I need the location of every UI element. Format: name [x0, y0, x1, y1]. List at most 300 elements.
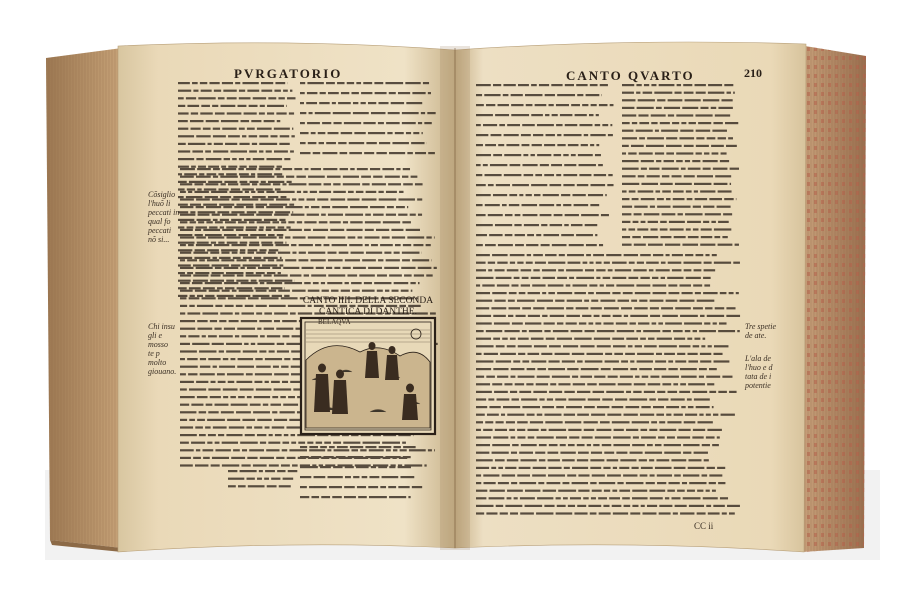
right-commentary-line — [673, 512, 678, 514]
right-commentary-line — [661, 307, 673, 309]
left-commentary-line — [283, 168, 293, 170]
left-commentary-line — [238, 105, 247, 107]
right-commentary-line — [572, 467, 588, 469]
right-verse-line — [502, 204, 507, 206]
left-commentary-line — [409, 449, 426, 451]
left-commentary-line — [180, 457, 191, 459]
left-commentary-line — [189, 181, 206, 183]
right-commentary-line — [648, 244, 663, 246]
right-commentary-line — [666, 198, 670, 200]
right-verse-line — [563, 204, 571, 206]
right-verse-line — [476, 184, 486, 186]
left-commentary-line — [311, 274, 326, 276]
left-commentary-line — [180, 320, 195, 322]
right-verse-line — [599, 244, 603, 246]
left-commentary-line — [289, 204, 294, 206]
right-commentary-line — [476, 474, 481, 476]
left-commentary-line — [278, 226, 285, 228]
right-commentary-line — [603, 505, 609, 507]
left-commentary-line — [284, 295, 289, 297]
left-commentary-line — [248, 249, 258, 251]
left-commentary-line — [178, 143, 186, 145]
left-commentary-line — [184, 173, 197, 175]
left-commentary-line — [334, 449, 350, 451]
right-commentary-line — [683, 474, 699, 476]
right-verse-line — [584, 134, 588, 136]
right-commentary-line — [528, 436, 535, 438]
right-commentary-line — [476, 254, 490, 256]
right-commentary-line — [547, 307, 564, 309]
left-commentary-line — [196, 198, 210, 200]
left-commentary-line — [193, 252, 208, 254]
right-verse-line — [509, 194, 517, 196]
left-commentary-line — [259, 470, 263, 472]
left-verse-line — [368, 102, 376, 104]
right-commentary-line — [486, 330, 502, 332]
right-commentary-line — [666, 406, 679, 408]
left-commentary-line — [237, 366, 254, 368]
right-commentary-line — [658, 398, 668, 400]
right-commentary-line — [630, 452, 643, 454]
left-verse-line — [398, 486, 409, 488]
right-commentary-line — [514, 277, 520, 279]
right-commentary-line — [486, 376, 495, 378]
right-commentary-line — [640, 474, 648, 476]
left-commentary-line — [384, 267, 399, 269]
right-commentary-line — [476, 383, 490, 385]
right-commentary-line — [519, 391, 531, 393]
right-commentary-line — [579, 322, 586, 324]
right-verse-line — [510, 164, 521, 166]
left-commentary-line — [270, 404, 281, 406]
left-commentary-line — [240, 176, 255, 178]
right-commentary-line — [622, 107, 634, 109]
right-commentary-line — [569, 277, 574, 279]
left-commentary-line — [307, 442, 313, 444]
right-commentary-line — [646, 145, 664, 147]
right-commentary-line — [700, 190, 715, 192]
left-commentary-line — [229, 320, 239, 322]
right-commentary-line — [705, 213, 721, 215]
left-commentary-line — [248, 297, 259, 299]
right-commentary-line — [548, 284, 564, 286]
left-commentary-line — [278, 252, 290, 254]
right-commentary-line — [686, 190, 692, 192]
left-commentary-line — [362, 259, 376, 261]
left-commentary-line — [269, 249, 278, 251]
right-commentary-line — [476, 338, 491, 340]
right-commentary-line — [655, 190, 660, 192]
right-commentary-line — [632, 505, 638, 507]
left-commentary-line — [396, 206, 405, 208]
left-verse-line — [351, 92, 358, 94]
right-verse-line — [557, 144, 565, 146]
right-commentary-line — [713, 353, 722, 355]
left-commentary-line — [249, 244, 260, 246]
left-commentary-line — [303, 191, 307, 193]
right-commentary-line — [702, 474, 708, 476]
right-commentary-line — [646, 482, 655, 484]
right-commentary-line — [511, 482, 517, 484]
right-commentary-line — [634, 244, 646, 246]
right-commentary-line — [507, 414, 524, 416]
left-commentary-line — [378, 259, 383, 261]
left-commentary-line — [232, 158, 237, 160]
left-verse-line — [385, 456, 400, 458]
right-verse-line — [476, 174, 482, 176]
left-commentary-line — [192, 343, 209, 345]
left-commentary-line — [274, 274, 288, 276]
right-verse-line — [569, 244, 584, 246]
left-verse-line — [300, 112, 306, 114]
left-commentary-line — [266, 158, 282, 160]
left-verse-line — [424, 122, 431, 124]
left-commentary-line — [392, 290, 399, 292]
left-commentary-line — [236, 229, 243, 231]
right-commentary-line — [503, 406, 520, 408]
left-commentary-line — [209, 226, 217, 228]
left-commentary-line — [415, 183, 423, 185]
right-commentary-line — [535, 262, 546, 264]
left-commentary-line — [324, 183, 331, 185]
right-commentary-line — [502, 474, 515, 476]
right-commentary-line — [591, 452, 602, 454]
right-commentary-line — [657, 391, 665, 393]
right-commentary-line — [591, 307, 602, 309]
left-commentary-line — [205, 196, 218, 198]
left-commentary-line — [246, 373, 253, 375]
left-commentary-line — [256, 290, 267, 292]
right-commentary-line — [603, 277, 611, 279]
left-commentary-line — [249, 150, 257, 152]
right-verse-line — [496, 184, 510, 186]
left-commentary-line — [275, 82, 285, 84]
right-commentary-line — [650, 307, 659, 309]
right-verse-line — [581, 214, 599, 216]
right-commentary-line — [505, 505, 522, 507]
right-commentary-line — [693, 429, 705, 431]
left-commentary-line — [246, 426, 252, 428]
right-commentary-line — [492, 292, 506, 294]
left-commentary-line — [291, 135, 294, 137]
left-commentary-line — [351, 282, 362, 284]
left-commentary-line — [284, 158, 290, 160]
right-verse-line — [515, 214, 521, 216]
right-commentary-line — [548, 474, 565, 476]
left-commentary-line — [374, 282, 391, 284]
left-commentary-line — [256, 252, 266, 254]
right-commentary-line — [606, 284, 614, 286]
left-commentary-line — [403, 168, 410, 170]
left-commentary-line — [309, 449, 325, 451]
left-commentary-line — [251, 120, 261, 122]
right-commentary-line — [545, 421, 562, 423]
left-verse-line — [319, 142, 324, 144]
right-commentary-line — [704, 284, 710, 286]
left-commentary-line — [243, 350, 257, 352]
left-commentary-line — [259, 135, 268, 137]
right-verse-line — [527, 234, 534, 236]
right-commentary-line — [541, 353, 552, 355]
right-commentary-line — [642, 376, 649, 378]
right-verse-line — [476, 204, 483, 206]
left-running-head: PVRGATORIO — [234, 66, 343, 81]
right-commentary-line — [678, 429, 690, 431]
left-commentary-line — [255, 373, 272, 375]
left-commentary-line — [215, 305, 222, 307]
right-verse-line — [476, 194, 491, 196]
left-commentary-line — [202, 312, 218, 314]
right-commentary-line — [525, 322, 541, 324]
left-commentary-line — [180, 244, 186, 246]
right-verse-line — [476, 94, 482, 96]
right-commentary-line — [653, 284, 667, 286]
left-commentary-line — [236, 204, 253, 206]
left-verse-line — [354, 132, 365, 134]
left-commentary-line — [199, 173, 204, 175]
left-commentary-line — [180, 221, 187, 223]
right-commentary-line — [502, 338, 508, 340]
left-verse-line — [341, 132, 352, 134]
right-commentary-line — [651, 421, 657, 423]
left-commentary-line — [193, 280, 208, 282]
right-commentary-line — [659, 512, 671, 514]
left-verse-line — [380, 486, 386, 488]
right-commentary-line — [537, 376, 550, 378]
right-commentary-line — [507, 497, 512, 499]
left-commentary-line — [180, 206, 193, 208]
right-verse-line — [541, 244, 550, 246]
left-commentary-line — [283, 404, 298, 406]
right-commentary-line — [518, 353, 525, 355]
right-commentary-line — [637, 228, 648, 230]
right-commentary-line — [604, 262, 610, 264]
left-verse-line — [300, 142, 306, 144]
right-commentary-line — [612, 421, 630, 423]
left-commentary-line — [402, 252, 420, 254]
right-commentary-line — [661, 277, 665, 279]
left-commentary-line — [286, 226, 290, 228]
right-commentary-line — [638, 322, 649, 324]
right-commentary-line — [680, 512, 694, 514]
left-commentary-line — [407, 206, 408, 208]
right-commentary-line — [517, 262, 523, 264]
right-verse-line — [515, 244, 524, 246]
right-verse-line — [491, 134, 502, 136]
left-commentary-line — [178, 120, 188, 122]
right-commentary-line — [476, 315, 491, 317]
right-commentary-line — [636, 92, 640, 94]
left-commentary-line — [345, 282, 349, 284]
left-commentary-line — [178, 105, 185, 107]
left-commentary-line — [346, 229, 362, 231]
left-verse-line — [309, 112, 313, 114]
right-commentary-line — [648, 221, 658, 223]
left-commentary-line — [197, 242, 209, 244]
left-verse-line — [307, 82, 323, 84]
right-commentary-line — [510, 254, 525, 256]
right-commentary-line — [703, 338, 706, 340]
left-verse-line — [348, 456, 363, 458]
left-commentary-line — [221, 249, 238, 251]
left-commentary-line — [321, 214, 326, 216]
right-commentary-line — [628, 228, 635, 230]
right-commentary-line — [693, 284, 702, 286]
left-commentary-line — [256, 305, 267, 307]
right-commentary-line — [715, 175, 731, 177]
left-verse-line — [300, 132, 309, 134]
left-commentary-line — [269, 350, 275, 352]
right-commentary-line — [607, 459, 619, 461]
right-verse-line — [505, 234, 513, 236]
left-commentary-line — [275, 168, 280, 170]
left-commentary-line — [249, 242, 259, 244]
right-verse-line — [537, 124, 554, 126]
left-commentary-line — [256, 214, 272, 216]
right-commentary-line — [588, 292, 594, 294]
left-commentary-line — [186, 196, 203, 198]
right-commentary-line — [612, 505, 622, 507]
right-commentary-line — [612, 490, 617, 492]
left-commentary-line — [195, 249, 205, 251]
left-commentary-line — [327, 176, 341, 178]
right-commentary-line — [649, 398, 656, 400]
right-verse-line — [549, 104, 554, 106]
left-commentary-line — [282, 381, 288, 383]
left-commentary-line — [203, 128, 211, 130]
left-commentary-line — [219, 350, 224, 352]
left-verse-line — [378, 122, 384, 124]
left-commentary-line — [288, 221, 294, 223]
left-commentary-line — [254, 426, 262, 428]
left-commentary-line — [365, 221, 381, 223]
right-commentary-line — [677, 353, 685, 355]
right-commentary-line — [675, 92, 682, 94]
right-verse-line — [550, 184, 562, 186]
right-verse-line — [476, 104, 484, 106]
right-commentary-line — [668, 368, 677, 370]
left-commentary-line — [406, 229, 420, 231]
right-commentary-line — [649, 459, 654, 461]
left-verse-line — [369, 476, 379, 478]
left-commentary-line — [205, 183, 218, 185]
right-commentary-line — [596, 269, 605, 271]
left-commentary-line — [365, 244, 369, 246]
right-commentary-line — [686, 277, 701, 279]
left-commentary-line — [220, 226, 224, 228]
right-commentary-line — [517, 436, 525, 438]
left-commentary-line — [385, 176, 400, 178]
right-commentary-line — [706, 490, 710, 492]
left-commentary-line — [351, 252, 364, 254]
left-commentary-line — [290, 90, 292, 92]
left-verse-line — [378, 102, 388, 104]
right-commentary-line — [712, 130, 727, 132]
right-commentary-line — [634, 307, 647, 309]
right-commentary-line — [655, 360, 666, 362]
left-commentary-line — [190, 120, 204, 122]
right-commentary-line — [476, 368, 491, 370]
left-commentary-line — [187, 272, 193, 274]
left-commentary-line — [180, 229, 193, 231]
left-commentary-line — [401, 290, 409, 292]
left-verse-line — [344, 496, 356, 498]
left-commentary-line — [218, 173, 224, 175]
right-commentary-line — [661, 262, 666, 264]
right-commentary-line — [495, 459, 505, 461]
left-commentary-line — [364, 282, 372, 284]
right-commentary-line — [711, 221, 715, 223]
right-verse-line — [483, 164, 488, 166]
left-commentary-line — [272, 221, 278, 223]
left-commentary-line — [240, 470, 257, 472]
right-commentary-line — [581, 368, 599, 370]
left-commentary-line — [264, 312, 272, 314]
left-commentary-line — [189, 287, 201, 289]
right-commentary-line — [709, 391, 716, 393]
left-commentary-line — [272, 267, 281, 269]
left-commentary-line — [207, 442, 212, 444]
right-verse-line — [519, 194, 523, 196]
left-commentary-line — [260, 282, 264, 284]
right-commentary-line — [713, 505, 725, 507]
left-commentary-line — [267, 282, 283, 284]
right-commentary-line — [567, 300, 582, 302]
left-commentary-line — [394, 282, 409, 284]
right-commentary-line — [476, 490, 487, 492]
left-commentary-line — [395, 244, 401, 246]
left-commentary-line — [280, 264, 284, 266]
right-commentary-line — [658, 322, 663, 324]
right-commentary-line — [688, 236, 699, 238]
left-commentary-line — [224, 328, 235, 330]
right-commentary-line — [729, 512, 735, 514]
left-commentary-line — [198, 97, 215, 99]
right-commentary-line — [498, 482, 509, 484]
left-commentary-line — [402, 259, 410, 261]
right-commentary-line — [509, 429, 515, 431]
right-commentary-line — [664, 452, 681, 454]
right-verse-line — [610, 104, 614, 106]
left-commentary-line — [197, 328, 212, 330]
left-commentary-line — [221, 252, 229, 254]
right-commentary-line — [637, 353, 654, 355]
left-commentary-line — [211, 381, 216, 383]
right-commentary-line — [704, 459, 709, 461]
right-verse-line — [485, 244, 496, 246]
right-verse-line — [579, 124, 592, 126]
right-commentary-line — [615, 398, 627, 400]
left-commentary-line — [281, 221, 286, 223]
left-commentary-line — [220, 105, 235, 107]
right-commentary-line — [675, 360, 686, 362]
right-commentary-line — [596, 429, 611, 431]
right-commentary-line — [573, 383, 585, 385]
right-commentary-line — [643, 92, 653, 94]
left-commentary-line — [235, 82, 240, 84]
right-margin-note-2: L'ala de l'huo e d tata de i potentie — [745, 354, 773, 390]
left-commentary-line — [220, 176, 238, 178]
left-commentary-line — [372, 183, 386, 185]
right-commentary-line — [673, 206, 691, 208]
left-commentary-line — [291, 442, 296, 444]
right-commentary-line — [518, 338, 529, 340]
left-commentary-line — [269, 290, 276, 292]
left-commentary-line — [211, 464, 220, 466]
left-commentary-line — [196, 267, 213, 269]
left-verse-line — [407, 152, 412, 154]
right-verse-line — [565, 84, 574, 86]
